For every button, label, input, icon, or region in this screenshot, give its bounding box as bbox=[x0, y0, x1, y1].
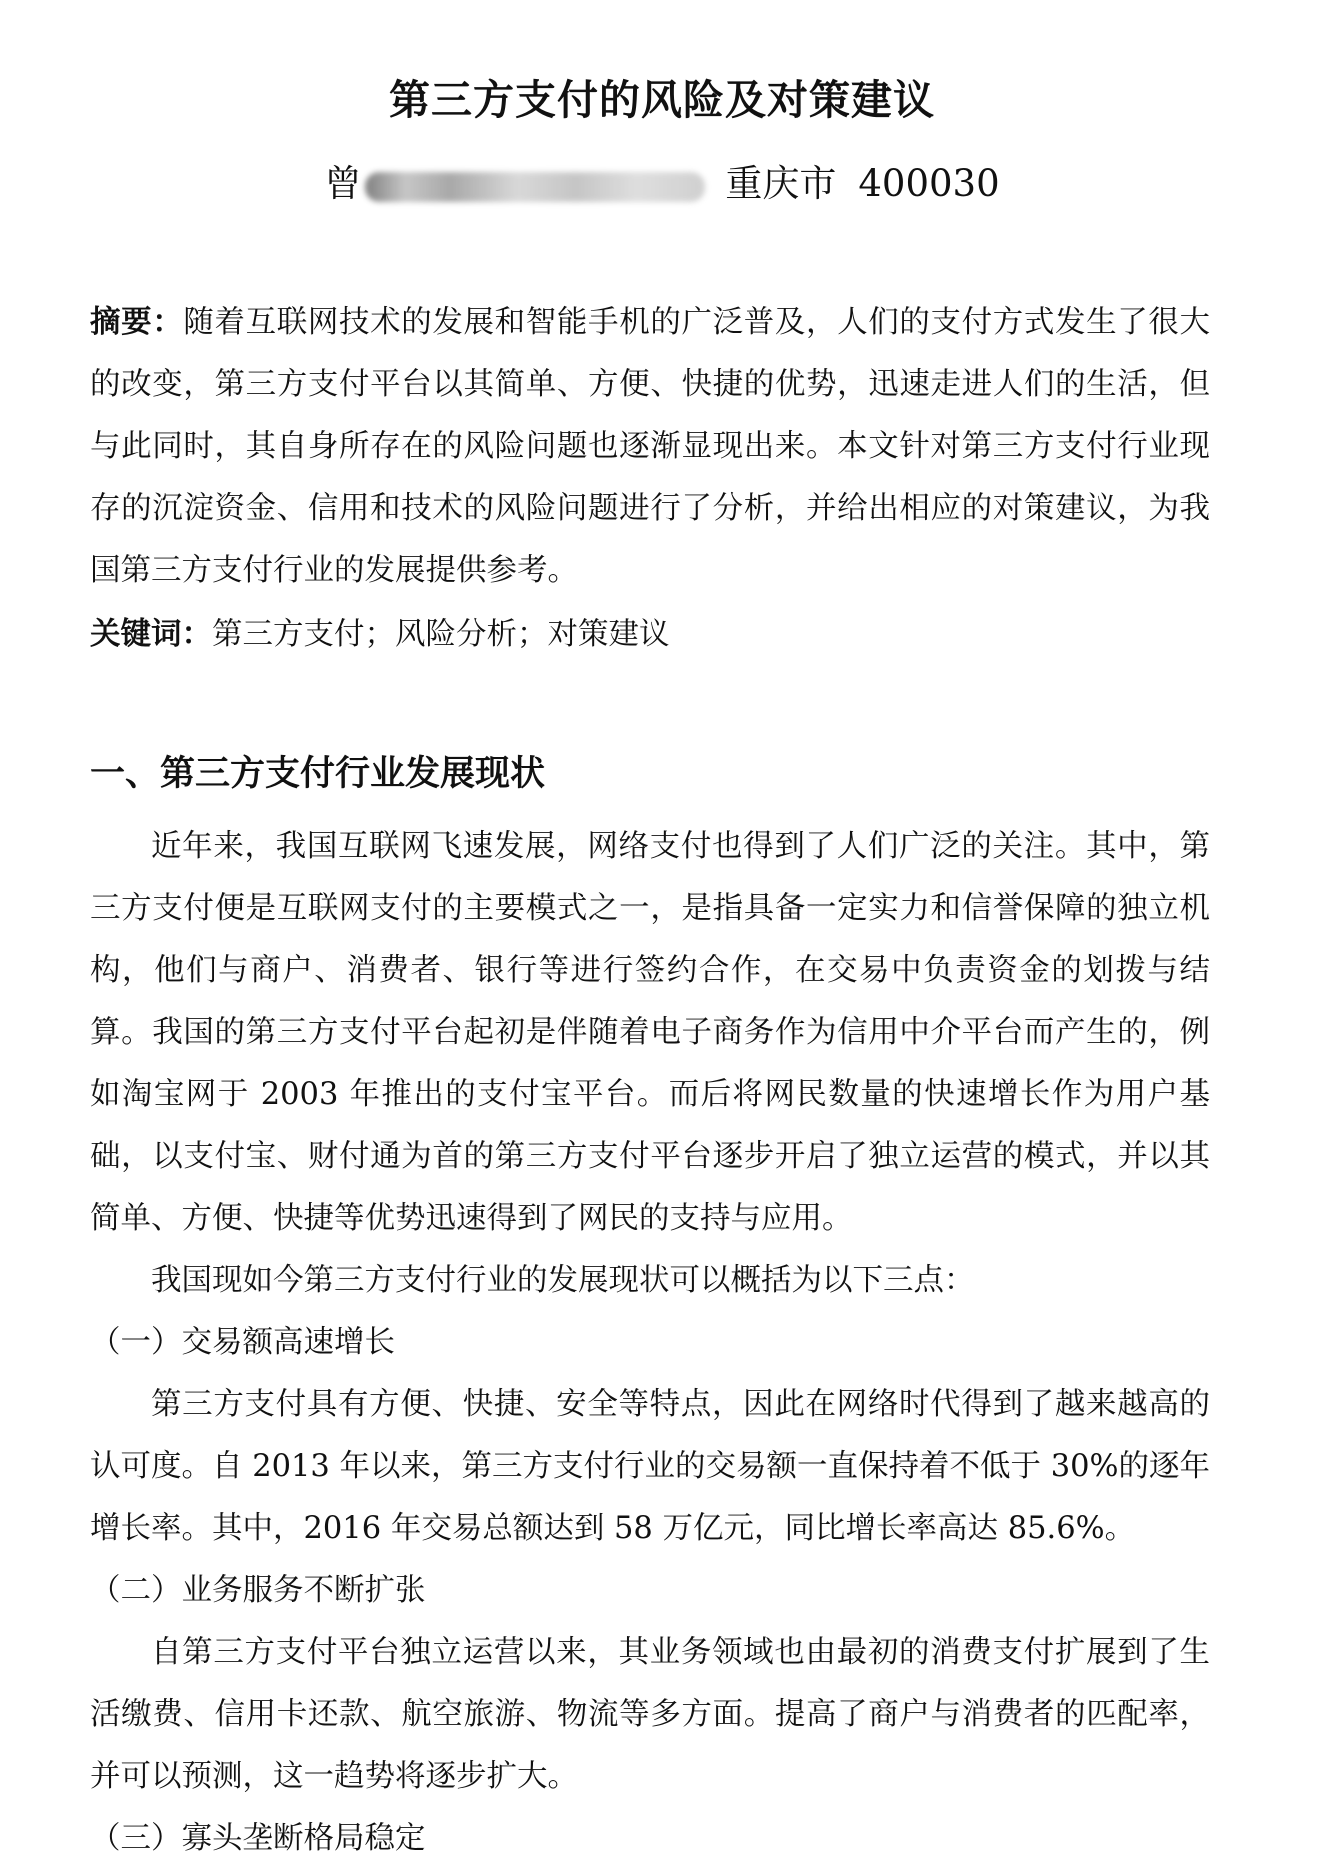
subsection-heading: （二）业务服务不断扩张 bbox=[90, 1573, 426, 1608]
redacted-author-info bbox=[365, 172, 705, 202]
abstract-label: 摘要： bbox=[90, 305, 184, 340]
author-city: 重庆市 bbox=[725, 162, 837, 205]
subsection-heading: （一）交易额高速增长 bbox=[90, 1325, 395, 1360]
paragraph: 第三方支付具有方便、快捷、安全等特点，因此在网络时代得到了越来越高的认可度。自 2013 年以来，第三方支付行业的交易额一直保持着不低于 30%的逐年增长率。其中，2016 年交易总额达到 58 万亿元，同比增长率高达 85.6%。 bbox=[90, 1387, 1210, 1546]
section-body bbox=[90, 816, 1210, 1870]
keywords-label: 关键词： bbox=[90, 617, 212, 652]
keywords-text: 第三方支付；风险分析；对策建议 bbox=[212, 617, 670, 652]
abstract bbox=[90, 292, 1210, 602]
paragraph: 我国现如今第三方支付行业的发展现状可以概括为以下三点： bbox=[151, 1263, 975, 1298]
paragraph: 近年来，我国互联网飞速发展，网络支付也得到了人们广泛的关注。其中，第三方支付便是互联网支付的主要模式之一，是指具备一定实力和信誉保障的独立机构，他们与商户、消费者、银行等进行签约合作，在交易中负责资金的划拨与结算。我国的第三方支付平台起初是伴随着电子商务作为信用中介平台而产生的，例如淘宝网于 2003 年推出的支付宝平台。而后将网民数量的快速增长作为用户基础，以支付宝、财付通为首的第三方支付平台逐步开启了独立运营的模式，并以其简单、方便、快捷等优势迅速得到了网民的支持与应用。 bbox=[90, 829, 1210, 1236]
subsection-heading: （三）寡头垄断格局稳定 bbox=[90, 1821, 426, 1856]
abstract-text: 随着互联网技术的发展和智能手机的广泛普及，人们的支付方式发生了很大的改变，第三方支付平台以其简单、方便、快捷的优势，迅速走进人们的生活，但与此同时，其自身所存在的风险问题也逐渐显现出来。本文针对第三方支付行业现存的沉淀资金、信用和技术的风险问题进行了分析，并给出相应的对策建议，为我国第三方支付行业的发展提供参考。 bbox=[90, 305, 1211, 588]
paragraph: 自第三方支付平台独立运营以来，其业务领域也由最初的消费支付扩展到了生活缴费、信用卡还款、航空旅游、物流等多方面。提高了商户与消费者的匹配率，并可以预测，这一趋势将逐步扩大。 bbox=[90, 1635, 1210, 1794]
paper-title: 第三方支付的风险及对策建议 bbox=[389, 76, 935, 124]
author-postcode: 400030 bbox=[858, 162, 1000, 205]
author-line bbox=[0, 158, 1324, 210]
section-heading: 一、第三方支付行业发展现状 bbox=[90, 754, 546, 794]
keywords bbox=[90, 604, 1210, 666]
author-name: 曾 bbox=[324, 162, 362, 205]
